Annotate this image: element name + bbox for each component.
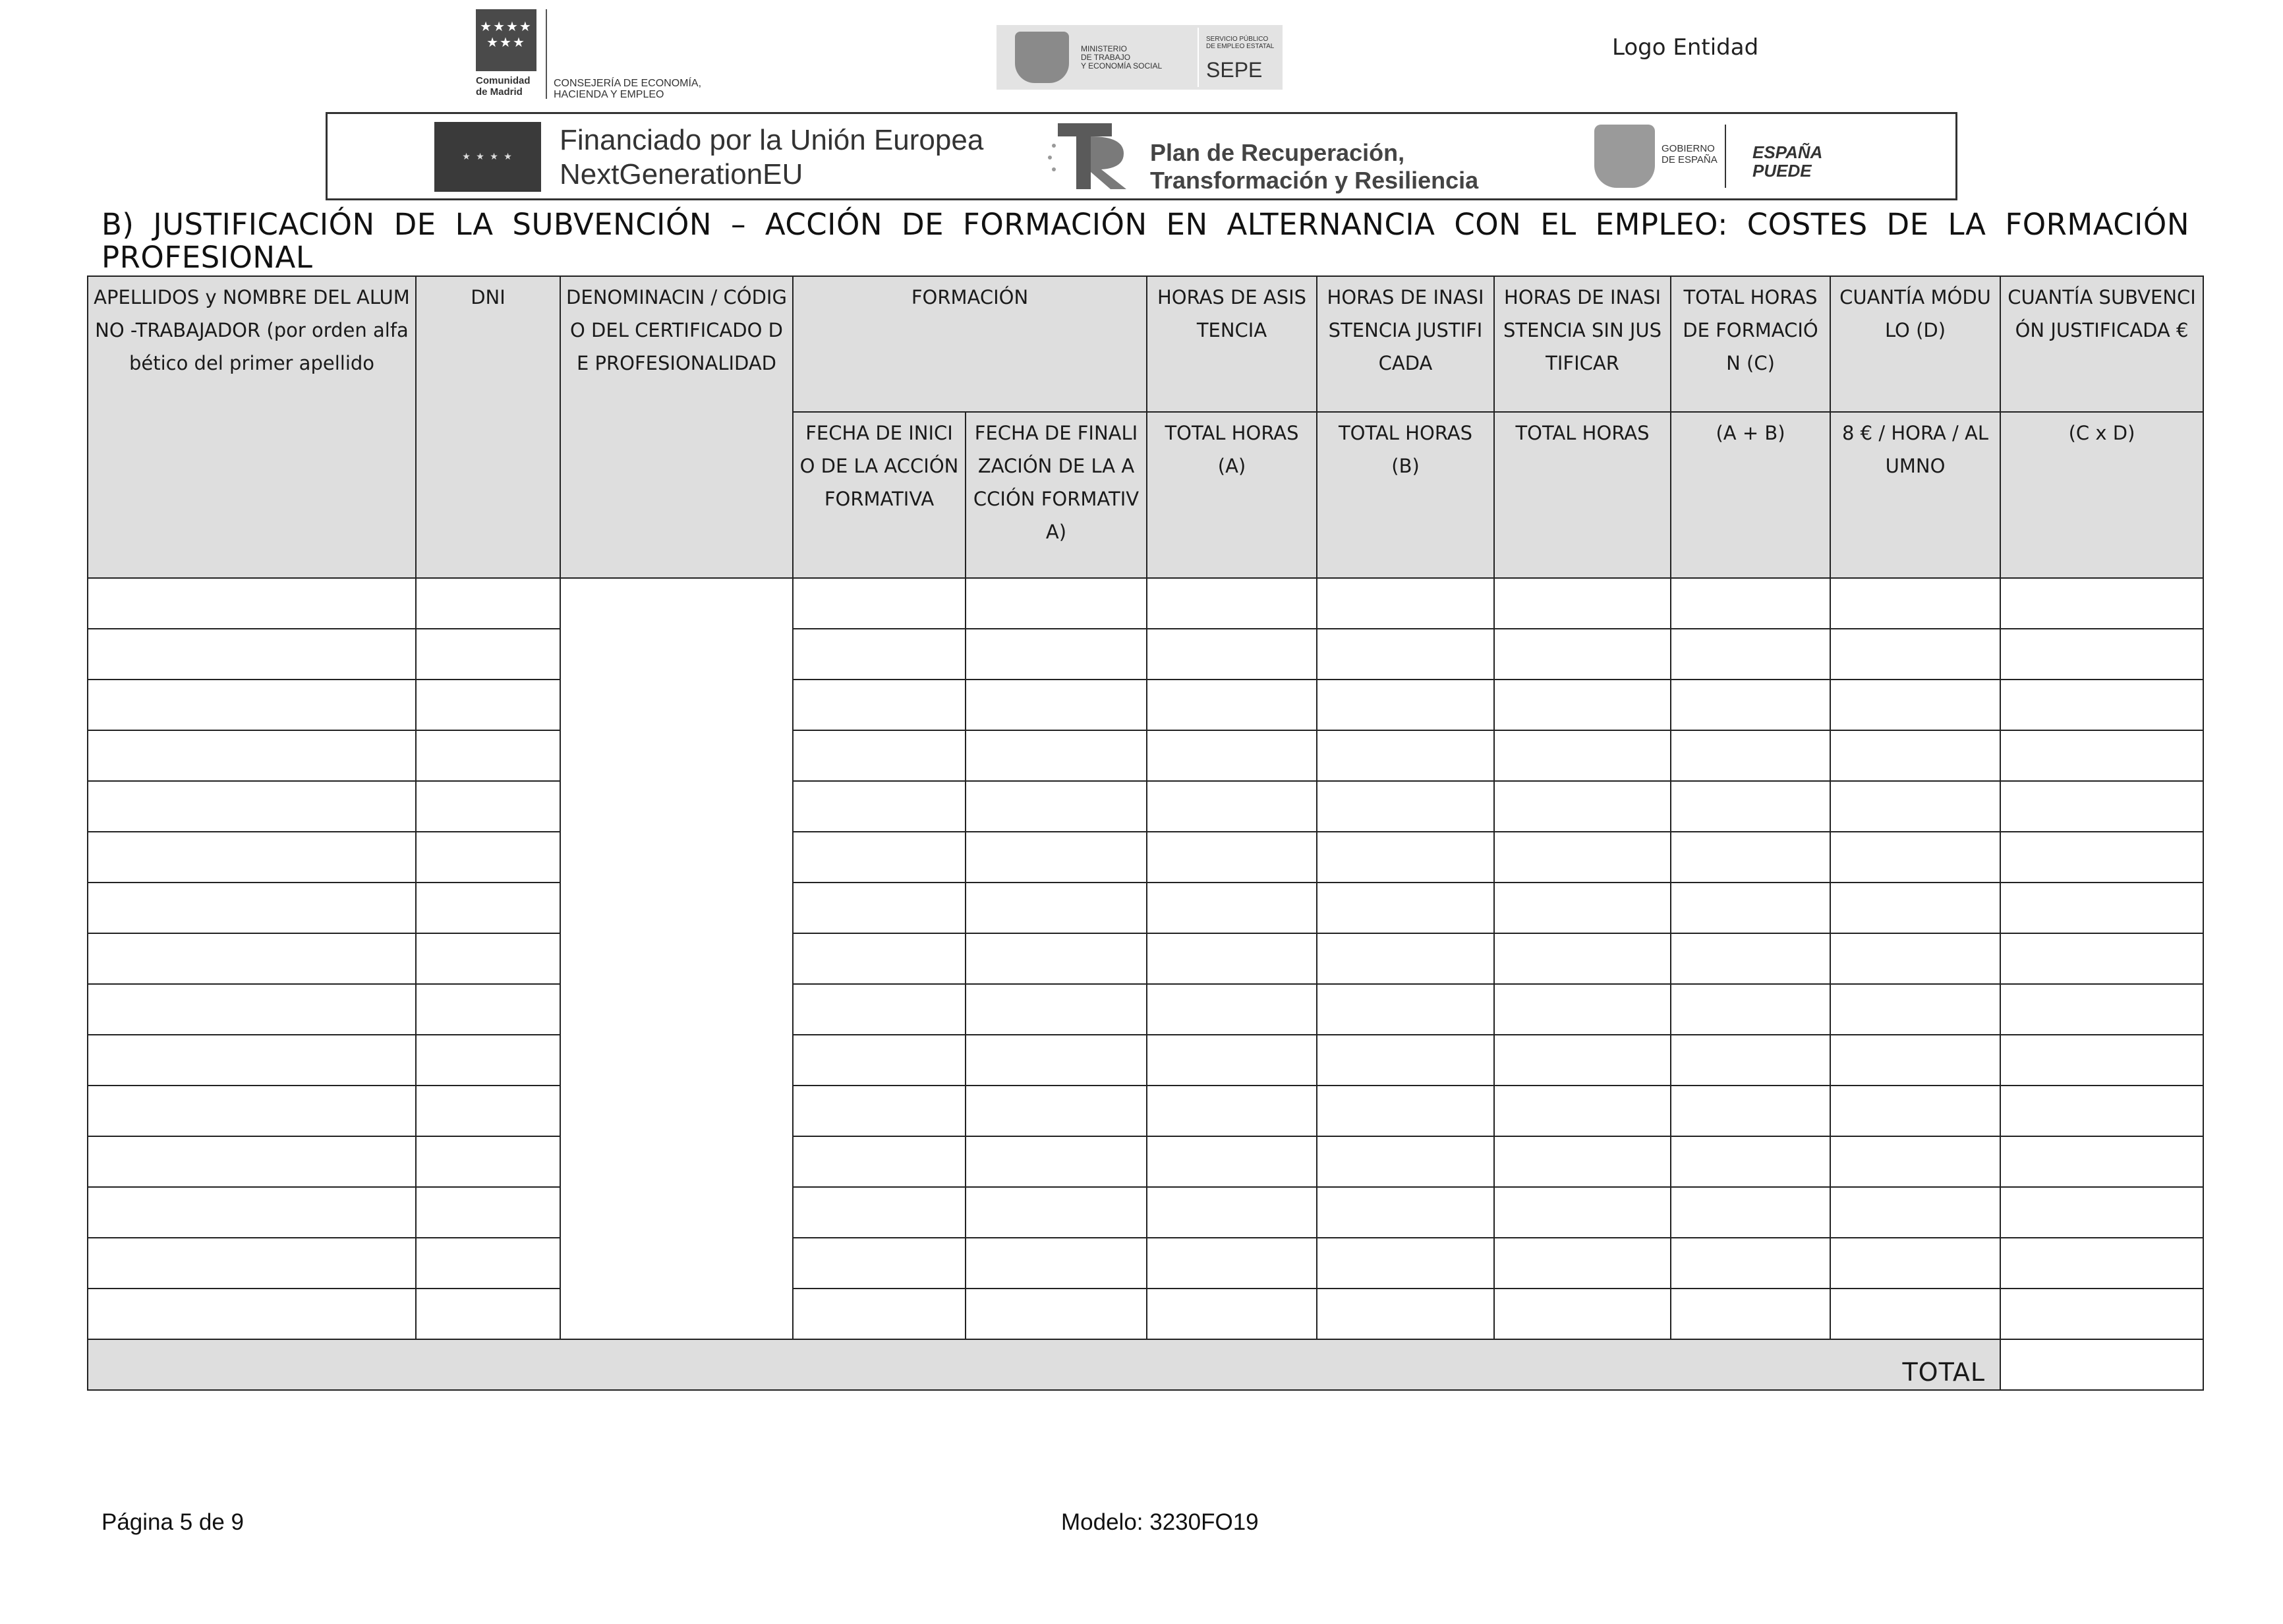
table-input-cell[interactable] xyxy=(1671,933,1830,984)
header-formacion: FORMACIÓN xyxy=(793,276,1147,412)
table-input-cell[interactable] xyxy=(1671,578,1830,629)
recovery-plan-text: Plan de Recuperación, Transformación y Resiliencia xyxy=(1150,139,1479,194)
header-cuantia-subvencion: CUANTÍA SUBVENCIÓN JUSTIFICADA € xyxy=(2000,276,2203,412)
table-input-cell[interactable] xyxy=(1830,1086,2000,1136)
table-input-cell[interactable] xyxy=(1147,832,1317,883)
table-input-cell[interactable] xyxy=(1147,680,1317,730)
table-input-cell[interactable] xyxy=(1671,1289,1830,1339)
ministerio-sepe-logo xyxy=(997,25,1283,90)
table-input-cell[interactable] xyxy=(1147,629,1317,680)
table-input-cell[interactable] xyxy=(793,1086,966,1136)
table-row xyxy=(88,1238,2203,1289)
table-input-cell[interactable] xyxy=(1494,1086,1671,1136)
header-inasistencia-justificada-sub: TOTAL HORAS (B) xyxy=(1317,412,1494,578)
table-input-cell[interactable] xyxy=(1830,883,2000,933)
table-input-cell[interactable] xyxy=(966,730,1147,781)
table-input-cell[interactable] xyxy=(1317,1289,1494,1339)
table-input-cell[interactable] xyxy=(1830,1289,2000,1339)
gobierno-text: GOBIERNO DE ESPAÑA xyxy=(1662,143,1718,165)
table-input-cell[interactable] xyxy=(966,578,1147,629)
table-input-cell[interactable] xyxy=(88,578,416,629)
comunidad-madrid-logo xyxy=(476,9,713,99)
table-input-cell[interactable] xyxy=(1830,933,2000,984)
table-input-cell[interactable] xyxy=(1671,730,1830,781)
table-input-cell[interactable] xyxy=(88,629,416,680)
logo-entidad-placeholder: Logo Entidad xyxy=(1612,34,1759,61)
table-input-cell[interactable] xyxy=(1671,984,1830,1035)
table-input-cell[interactable] xyxy=(1147,984,1317,1035)
table-input-cell[interactable] xyxy=(1494,1289,1671,1339)
table-input-cell[interactable] xyxy=(793,680,966,730)
table-input-cell[interactable] xyxy=(2000,1136,2203,1187)
table-input-cell[interactable] xyxy=(1830,629,2000,680)
table-input-cell[interactable] xyxy=(416,730,560,781)
table-input-cell[interactable] xyxy=(793,1035,966,1086)
table-input-cell[interactable] xyxy=(416,1238,560,1289)
table-input-cell[interactable] xyxy=(1671,1086,1830,1136)
table-input-cell[interactable] xyxy=(416,1035,560,1086)
espana-puede-logo: ESPAÑA PUEDE xyxy=(1752,142,1823,181)
table-input-cell[interactable] xyxy=(1147,781,1317,832)
table-input-cell[interactable] xyxy=(1671,1136,1830,1187)
table-input-cell[interactable] xyxy=(1671,781,1830,832)
table-input-cell[interactable] xyxy=(1494,933,1671,984)
table-input-cell[interactable] xyxy=(2000,1035,2203,1086)
table-input-cell[interactable] xyxy=(966,1187,1147,1238)
justification-table xyxy=(87,276,2204,1391)
table-input-cell[interactable] xyxy=(966,1289,1147,1339)
table-input-cell[interactable] xyxy=(966,933,1147,984)
table-input-cell[interactable] xyxy=(88,1035,416,1086)
table-input-cell[interactable] xyxy=(1317,1035,1494,1086)
header-denominacion: DENOMINACIN / CÓDIGO DEL CERTIFICADO DE PROFESIONALIDAD xyxy=(560,276,793,578)
header-total-horas: TOTAL HORAS DE FORMACIÓN (C) xyxy=(1671,276,1830,412)
table-input-cell[interactable] xyxy=(88,832,416,883)
table-input-cell[interactable] xyxy=(1494,1136,1671,1187)
table-input-cell[interactable] xyxy=(793,781,966,832)
table-input-cell[interactable] xyxy=(966,680,1147,730)
header-horas-asistencia-sub: TOTAL HORAS (A) xyxy=(1147,412,1317,578)
table-input-cell[interactable] xyxy=(1830,832,2000,883)
table-input-cell[interactable] xyxy=(88,933,416,984)
logo-divider xyxy=(546,9,547,99)
table-input-cell[interactable] xyxy=(1671,1187,1830,1238)
table-input-cell[interactable] xyxy=(2000,1289,2203,1339)
table-input-cell[interactable] xyxy=(1830,1187,2000,1238)
denominacion-input-cell[interactable] xyxy=(560,578,793,1339)
table-row xyxy=(88,1136,2203,1187)
table-input-cell[interactable] xyxy=(793,1238,966,1289)
table-input-cell[interactable] xyxy=(966,832,1147,883)
table-input-cell[interactable] xyxy=(1494,781,1671,832)
table-input-cell[interactable] xyxy=(416,832,560,883)
header-inasistencia-justificada: HORAS DE INASISTENCIA JUSTIFICADA xyxy=(1317,276,1494,412)
total-input-cell[interactable] xyxy=(2000,1339,2203,1390)
table-input-cell[interactable] xyxy=(793,1136,966,1187)
table-input-cell[interactable] xyxy=(1147,730,1317,781)
table-input-cell[interactable] xyxy=(1494,629,1671,680)
table-input-cell[interactable] xyxy=(2000,730,2203,781)
table-row xyxy=(88,781,2203,832)
table-input-cell[interactable] xyxy=(1147,933,1317,984)
consejeria-name: CONSEJERÍA DE ECONOMÍA, HACIENDA Y EMPLEO xyxy=(554,78,702,100)
logo-divider xyxy=(1198,28,1199,87)
table-input-cell[interactable] xyxy=(2000,984,2203,1035)
comunidad-name: Comunidad de Madrid xyxy=(476,75,531,98)
eu-flag-icon: ★ ★ ★ ★ xyxy=(434,122,541,192)
table-input-cell[interactable] xyxy=(1317,1136,1494,1187)
table-input-cell[interactable] xyxy=(88,1187,416,1238)
total-label: TOTAL xyxy=(88,1339,2000,1390)
table-input-cell[interactable] xyxy=(793,984,966,1035)
table-row xyxy=(88,1289,2203,1339)
ministerio-name: MINISTERIO DE TRABAJO Y ECONOMÍA SOCIAL xyxy=(1081,44,1163,71)
table-input-cell[interactable] xyxy=(793,933,966,984)
table-input-cell[interactable] xyxy=(1671,883,1830,933)
page-number: Página 5 de 9 xyxy=(101,1509,245,1535)
table-input-cell[interactable] xyxy=(1147,578,1317,629)
table-input-cell[interactable] xyxy=(793,1187,966,1238)
table-input-cell[interactable] xyxy=(2000,1238,2203,1289)
table-input-cell[interactable] xyxy=(1671,1035,1830,1086)
table-input-cell[interactable] xyxy=(1317,933,1494,984)
header-fecha-inicio: FECHA DE INICIO DE LA ACCIÓN FORMATIVA xyxy=(793,412,966,578)
header-inasistencia-sin-justificar-sub: TOTAL HORAS xyxy=(1494,412,1671,578)
table-input-cell[interactable] xyxy=(2000,680,2203,730)
table-input-cell[interactable] xyxy=(1317,1238,1494,1289)
table-input-cell[interactable] xyxy=(416,680,560,730)
table-input-cell[interactable] xyxy=(88,1289,416,1339)
header-cuantia-modulo-sub: 8 € / HORA / ALUMNO xyxy=(1830,412,2000,578)
table-input-cell[interactable] xyxy=(88,883,416,933)
table-input-cell[interactable] xyxy=(416,629,560,680)
table-row xyxy=(88,1187,2203,1238)
sepe-full-name: SERVICIO PÚBLICO DE EMPLEO ESTATAL xyxy=(1206,36,1275,50)
table-input-cell[interactable] xyxy=(1830,1238,2000,1289)
table-input-cell[interactable] xyxy=(1494,680,1671,730)
table-input-cell[interactable] xyxy=(1671,832,1830,883)
table-input-cell[interactable] xyxy=(416,1289,560,1339)
logo-divider xyxy=(1725,125,1726,188)
table-input-cell[interactable] xyxy=(1317,883,1494,933)
table-input-cell[interactable] xyxy=(1317,781,1494,832)
table-input-cell[interactable] xyxy=(1147,1187,1317,1238)
table-input-cell[interactable] xyxy=(1317,984,1494,1035)
section-title: B) JUSTIFICACIÓN DE LA SUBVENCIÓN – ACCIÓN DE FORMACIÓN EN ALTERNANCIA CON EL EMPLEO: COSTES DE LA FORMACIÓN PROFESIONAL xyxy=(101,207,2189,275)
table-row xyxy=(88,1086,2203,1136)
table-input-cell[interactable] xyxy=(1147,1289,1317,1339)
table-input-cell[interactable] xyxy=(793,730,966,781)
eu-funding-text: Financiado por la Unión Europea NextGenerationEU xyxy=(560,124,984,190)
table-row xyxy=(88,883,2203,933)
table-input-cell[interactable] xyxy=(1494,1035,1671,1086)
model-code: Modelo: 3230FO19 xyxy=(1061,1509,1259,1535)
table-input-cell[interactable] xyxy=(2000,781,2203,832)
table-input-cell[interactable] xyxy=(1671,629,1830,680)
table-input-cell[interactable] xyxy=(1494,883,1671,933)
table-input-cell[interactable] xyxy=(2000,883,2203,933)
table-input-cell[interactable] xyxy=(2000,629,2203,680)
table-input-cell[interactable] xyxy=(793,578,966,629)
table-input-cell[interactable] xyxy=(88,781,416,832)
table-row xyxy=(88,933,2203,984)
table-input-cell[interactable] xyxy=(1494,832,1671,883)
table-input-cell[interactable] xyxy=(1671,680,1830,730)
header-cuantia-modulo: CUANTÍA MÓDULO (D) xyxy=(1830,276,2000,412)
table-input-cell[interactable] xyxy=(1494,1187,1671,1238)
sepe-acronym: SEPE xyxy=(1206,58,1263,82)
table-input-cell[interactable] xyxy=(966,781,1147,832)
table-input-cell[interactable] xyxy=(1317,832,1494,883)
table-input-cell[interactable] xyxy=(416,1086,560,1136)
table-input-cell[interactable] xyxy=(1830,1136,2000,1187)
table-input-cell[interactable] xyxy=(1317,730,1494,781)
table-input-cell[interactable] xyxy=(88,984,416,1035)
table-input-cell[interactable] xyxy=(416,781,560,832)
table-input-cell[interactable] xyxy=(2000,1086,2203,1136)
table-input-cell[interactable] xyxy=(793,883,966,933)
table-input-cell[interactable] xyxy=(88,1238,416,1289)
table-input-cell[interactable] xyxy=(2000,933,2203,984)
table-input-cell[interactable] xyxy=(1317,629,1494,680)
table-input-cell[interactable] xyxy=(1830,730,2000,781)
table-input-cell[interactable] xyxy=(1317,1086,1494,1136)
table-input-cell[interactable] xyxy=(966,1238,1147,1289)
table-input-cell[interactable] xyxy=(1147,1086,1317,1136)
table-input-cell[interactable] xyxy=(966,1136,1147,1187)
table-input-cell[interactable] xyxy=(966,629,1147,680)
table-input-cell[interactable] xyxy=(966,883,1147,933)
table-input-cell[interactable] xyxy=(416,1136,560,1187)
table-row xyxy=(88,1035,2203,1086)
recovery-plan-mark xyxy=(1045,119,1133,193)
table-row xyxy=(88,730,2203,781)
funding-banner xyxy=(326,112,1957,200)
table-input-cell[interactable] xyxy=(1147,1136,1317,1187)
table-input-cell[interactable] xyxy=(793,1289,966,1339)
header-inasistencia-sin-justificar: HORAS DE INASISTENCIA SIN JUSTIFICAR xyxy=(1494,276,1671,412)
table-input-cell[interactable] xyxy=(1494,984,1671,1035)
table-input-cell[interactable] xyxy=(1317,680,1494,730)
header-cuantia-subvencion-sub: (C x D) xyxy=(2000,412,2203,578)
table-input-cell[interactable] xyxy=(1317,578,1494,629)
table-input-cell[interactable] xyxy=(2000,1187,2203,1238)
table-input-cell[interactable] xyxy=(1494,578,1671,629)
total-row xyxy=(88,1339,2203,1390)
table-row xyxy=(88,578,2203,629)
table-input-cell[interactable] xyxy=(966,984,1147,1035)
table-input-cell[interactable] xyxy=(88,1086,416,1136)
table-input-cell[interactable] xyxy=(1671,1238,1830,1289)
table-input-cell[interactable] xyxy=(1830,1035,2000,1086)
table-input-cell[interactable] xyxy=(1147,1035,1317,1086)
table-row xyxy=(88,629,2203,680)
table-input-cell[interactable] xyxy=(1830,578,2000,629)
table-input-cell[interactable] xyxy=(416,984,560,1035)
table-input-cell[interactable] xyxy=(1494,730,1671,781)
table-input-cell[interactable] xyxy=(2000,832,2203,883)
table-input-cell[interactable] xyxy=(416,883,560,933)
table-row xyxy=(88,680,2203,730)
table-input-cell[interactable] xyxy=(1830,781,2000,832)
header-total-horas-sub: (A + B) xyxy=(1671,412,1830,578)
header-dni: DNI xyxy=(416,276,560,578)
table-row xyxy=(88,832,2203,883)
table-input-cell[interactable] xyxy=(1494,1238,1671,1289)
table-input-cell[interactable] xyxy=(1147,1238,1317,1289)
table-input-cell[interactable] xyxy=(1147,883,1317,933)
table-input-cell[interactable] xyxy=(1830,680,2000,730)
madrid-stars-icon: ★★★★ ★★★ xyxy=(480,18,533,50)
table-input-cell[interactable] xyxy=(88,730,416,781)
table-input-cell[interactable] xyxy=(416,578,560,629)
table-input-cell[interactable] xyxy=(88,1136,416,1187)
header-fecha-fin: FECHA DE FINALIZACIÓN DE LA ACCIÓN FORMATIVA) xyxy=(966,412,1147,578)
table-input-cell[interactable] xyxy=(1317,1187,1494,1238)
table-row xyxy=(88,984,2203,1035)
table-input-cell[interactable] xyxy=(966,1086,1147,1136)
table-input-cell[interactable] xyxy=(1830,984,2000,1035)
table-input-cell[interactable] xyxy=(416,1187,560,1238)
header-horas-asistencia: HORAS DE ASISTENCIA xyxy=(1147,276,1317,412)
table-input-cell[interactable] xyxy=(416,933,560,984)
table-input-cell[interactable] xyxy=(793,629,966,680)
recovery-plan-icon xyxy=(1045,119,1133,193)
spain-coat-of-arms-icon xyxy=(1015,32,1069,83)
table-input-cell[interactable] xyxy=(2000,578,2203,629)
table-input-cell[interactable] xyxy=(966,1035,1147,1086)
table-input-cell[interactable] xyxy=(793,832,966,883)
header-apellidos: APELLIDOS y NOMBRE DEL ALUMNO -TRABAJADOR (por orden alfabético del primer apellido xyxy=(88,276,416,578)
table-input-cell[interactable] xyxy=(88,680,416,730)
gobierno-coat-of-arms-icon xyxy=(1594,125,1655,188)
